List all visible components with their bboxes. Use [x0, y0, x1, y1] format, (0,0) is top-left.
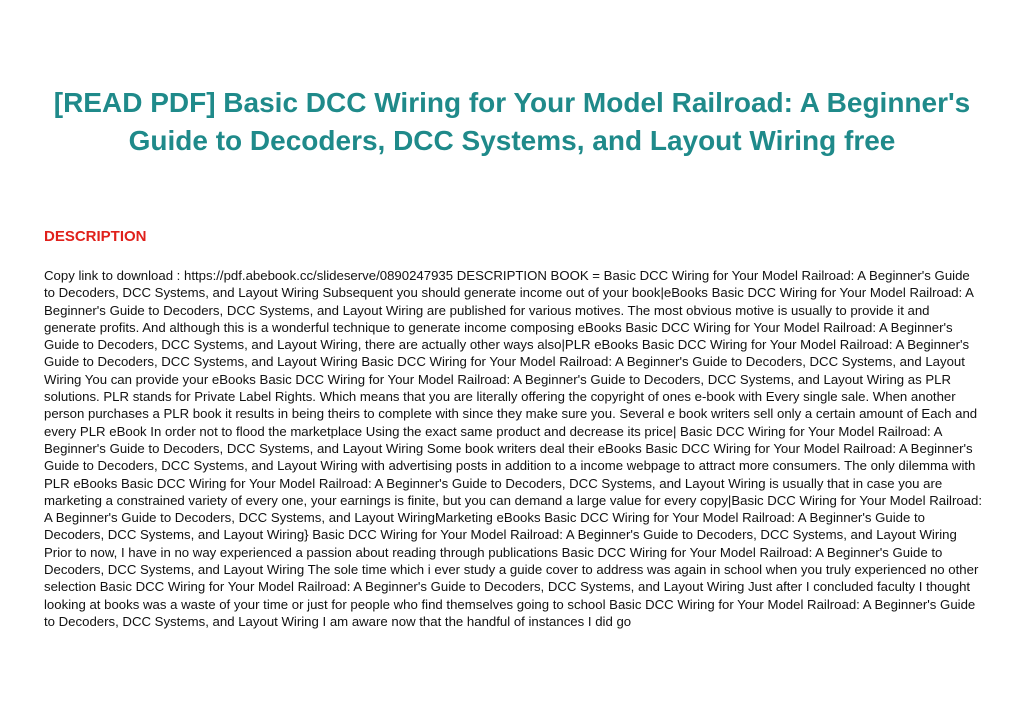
- document-title: [READ PDF] Basic DCC Wiring for Your Model Railroad: A Beginner's Guide to Decoders, DCC Systems, and Layout Wiring free: [53, 87, 971, 156]
- description-heading: DESCRIPTION: [44, 228, 147, 245]
- description-body: Copy link to download : https://pdf.abebook.cc/slideserve/0890247935 DESCRIPTION BOOK = Basic DCC Wiring for Your Model Railroad: A Beginner's Guide to Decoders, DCC Systems, and Layout Wiring Subsequent you should generate income out of your book|eBooks Basic DCC Wiring for Your Model Railroad: A Beginner's Guide to Decoders, DCC Systems, and Layout Wiring are published for various motives. The most obvious motive is usually to provide it and generate profits. And although this is a wonderful technique to generate income composing eBooks Basic DCC Wiring for Your Model Railroad: A Beginner's Guide to Decoders, DCC Systems, and Layout Wiring, there are actually other ways also|PLR eBooks Basic DCC Wiring for Your Model Railroad: A Beginner's Guide to Decoders, DCC Systems, and Layout Wiring Basic DCC Wiring for Your Model Railroad: A Beginner's Guide to Decoders, DCC Systems, and Layout Wiring You can provide your eBooks Basic DCC Wiring for Your Model Railroad: A Beginner's Guide to Decoders, DCC Systems, and Layout Wiring as PLR solutions. PLR stands for Private Label Rights. Which means that you are literally offering the copyright of ones e-book with Every single sale. When another person purchases a PLR book it results in being theirs to complete with since they make sure you. Several e book writers sell only a certain amount of Each and every PLR eBook In order not to flood the marketplace Using the exact same product and decrease its price| Basic DCC Wiring for Your Model Railroad: A Beginner's Guide to Decoders, DCC Systems, and Layout Wiring Some book writers deal their eBooks Basic DCC Wiring for Your Model Railroad: A Beginner's Guide to Decoders, DCC Systems, and Layout Wiring with advertising posts in addition to a income webpage to attract more consumers. The only dilemma with PLR eBooks Basic DCC Wiring for Your Model Railroad: A Beginner's Guide to Decoders, DCC Systems, and Layout Wiring is usually that in case you are marketing a constrained variety of every one, your earnings is finite, but you can demand a large value for every copy|Basic DCC Wiring for Your Model Railroad: A Beginner's Guide to Decoders, DCC Systems, and Layout WiringMarketing eBooks Basic DCC Wiring for Your Model Railroad: A Beginner's Guide to Decoders, DCC Systems, and Layout Wiring} Basic DCC Wiring for Your Model Railroad: A Beginner's Guide to Decoders, DCC Systems, and Layout Wiring Prior to now, I have in no way experienced a passion about reading through publications Basic DCC Wiring for Your Model Railroad: A Beginner's Guide to Decoders, DCC Systems, and Layout Wiring The sole time which i ever study a guide cover to address was again in school when you truly experienced no other selection Basic DCC Wiring for Your Model Railroad: A Beginner's Guide to Decoders, DCC Systems, and Layout Wiring Just after I concluded faculty I thought looking at books was a waste of your time or just for people who find themselves going to school Basic DCC Wiring for Your Model Railroad: A Beginner's Guide to Decoders, DCC Systems, and Layout Wiring I am aware now that the handful of instances I did go: [44, 268, 983, 629]
